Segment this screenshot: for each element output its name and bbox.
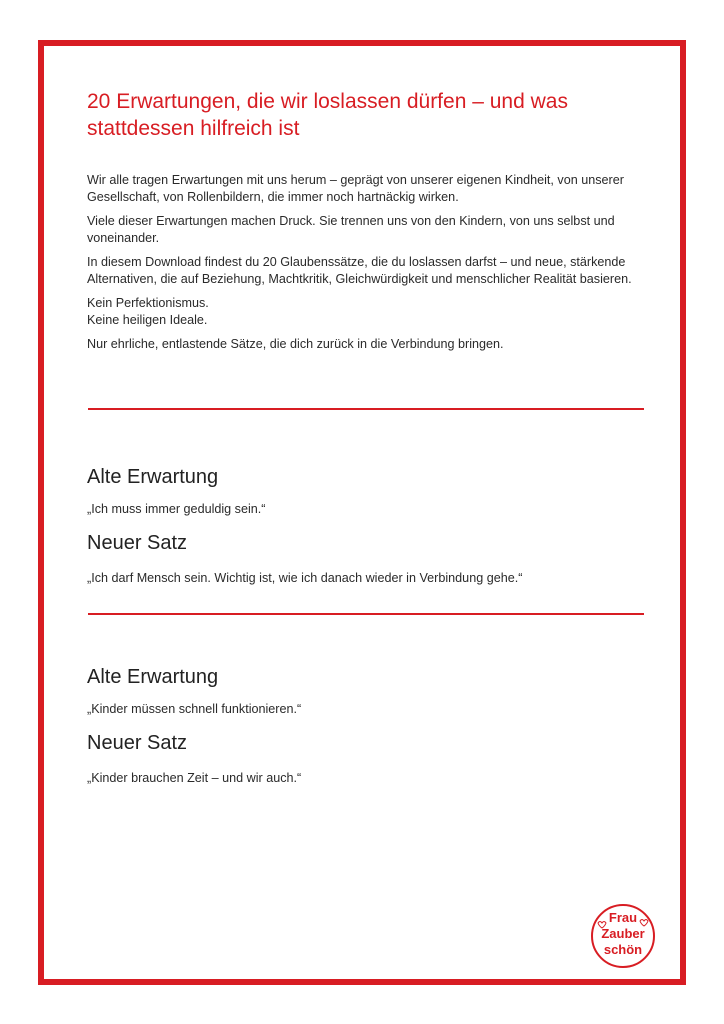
intro-line-no-perfectionism: Kein Perfektionismus. [87,296,209,310]
intro-text [87,172,647,361]
section-2-new-text: „Kinder brauchen Zeit – und wir auch.“ [87,771,302,785]
section-2-old-text: „Kinder müssen schnell funktionieren.“ [87,702,302,716]
intro-paragraph-4 [87,295,647,328]
section-1-new-text: „Ich darf Mensch sein. Wichtig ist, wie ich danach wieder in Verbindung gehe.“ [87,571,523,585]
section-2-old-heading: Alte Erwartung [87,666,219,688]
logo-text-frau: Frau [608,910,638,925]
section-1-new-heading: Neuer Satz [87,532,188,554]
intro-paragraph-3: In diesem Download findest du 20 Glaubenssätze, die du loslassen darfst – und neue, stärkende Alternativen, die auf Beziehung, Machtkritik, Gleichwürdigkeit und menschlicher Realität basieren. [87,255,632,286]
section-1-old-text: „Ich muss immer geduldig sein.“ [87,502,266,516]
frau-zauberschoen-logo [590,903,656,969]
intro-paragraph-1: Wir alle tragen Erwartungen mit uns herum – geprägt von unserer eigenen Kindheit, von unserer Gesellschaft, von Rollenbildern, die immer noch hartnäckig wirken. [87,173,624,204]
intro-paragraph-2: Viele dieser Erwartungen machen Druck. Sie trennen uns von den Kindern, von uns selbst und voneinander. [87,214,615,245]
document-title: 20 Erwartungen, die wir loslassen dürfen – und was stattdessen hilfreich ist [87,90,568,140]
logo-text-schoen: schön [603,942,643,957]
intro-paragraph-5: Nur ehrliche, entlastende Sätze, die dich zurück in die Verbindung bringen. [87,337,504,351]
logo-text-zauber: Zauber [601,926,645,941]
divider-1 [88,408,644,410]
intro-line-no-ideals: Keine heiligen Ideale. [87,312,208,327]
section-2-new-heading: Neuer Satz [87,732,188,754]
section-1-old-heading: Alte Erwartung [87,466,219,488]
divider-2 [88,613,644,615]
